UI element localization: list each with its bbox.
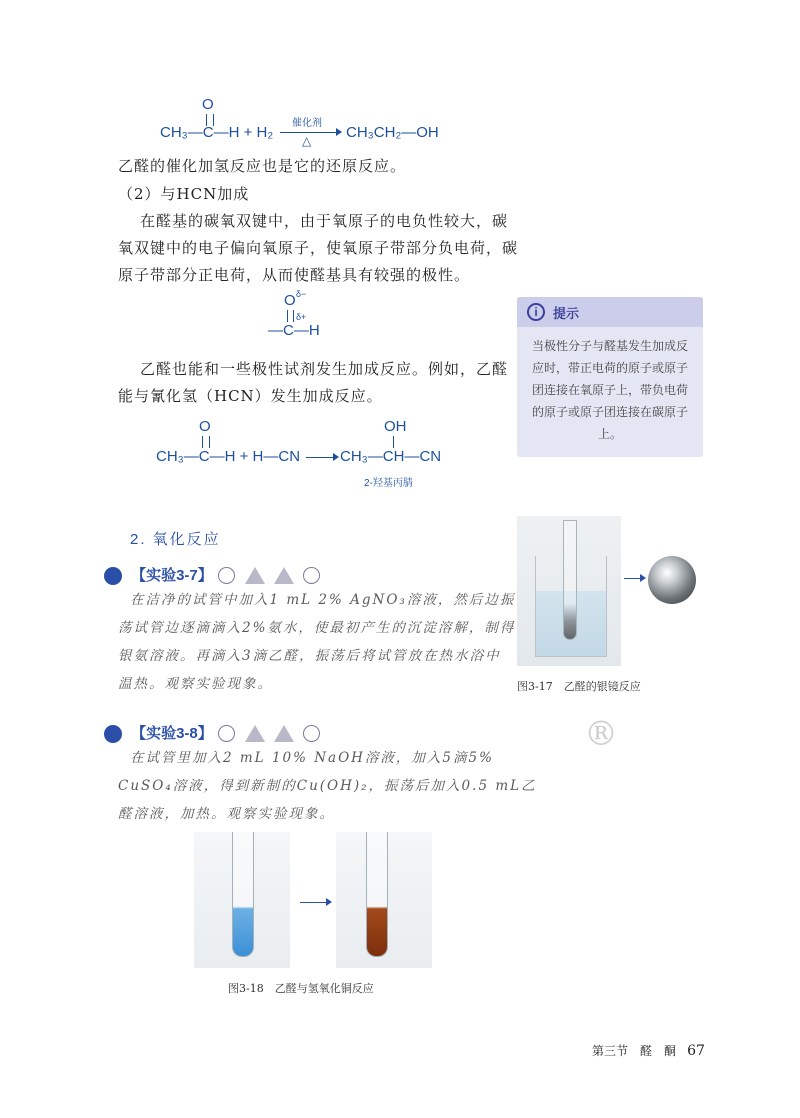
section-heading: 2. 氧化反应 — [130, 531, 221, 548]
heat-warning-icon — [274, 567, 294, 584]
reaction-2-single-bond — [393, 436, 394, 448]
experiment-7-header — [104, 564, 325, 585]
reaction-2-double-bond — [202, 436, 210, 448]
experiment-7-text — [118, 586, 516, 698]
paragraph-addition-1: 乙醛也能和一些极性试剂发生加成反应。例如，乙醛 — [140, 360, 509, 378]
paragraph-polarity-1: 在醛基的碳氧双键中，由于氧原子的电负性较大，碳 — [140, 212, 509, 230]
polar-structure — [264, 289, 344, 344]
reaction-2-arrow — [306, 457, 336, 458]
warning-icon — [245, 567, 265, 584]
experiment-8-label: 【实验3-8】 — [131, 725, 213, 742]
experiment-7-line-1: 在洁净的试管中加入1 mL 2% AgNO₃溶液，然后边振 — [130, 592, 516, 608]
reaction-1-heat: △ — [302, 134, 312, 148]
warning-icon — [245, 725, 265, 742]
figure-3-18-caption: 图3-18 乙醛与氢氧化铜反应 — [228, 982, 374, 995]
wash-hands-icon — [303, 567, 320, 584]
experiment-7-label: 【实验3-7】 — [131, 567, 213, 584]
reaction-2-left: CH₃—C—H + H—CN — [156, 448, 301, 465]
figure-3-17-caption: 图3-17 乙醛的银镜反应 — [517, 680, 641, 693]
experiment-8-text — [118, 744, 537, 828]
test-tube — [563, 520, 577, 640]
reaction-1-catalyst: 催化剂 — [292, 118, 322, 129]
goggles-icon — [218, 567, 235, 584]
experiment-7-line-2: 荡试管边逐滴滴入2%氨水，使最初产生的沉淀溶解，制得 — [118, 620, 516, 636]
reaction-2-oxygen: O — [199, 418, 211, 435]
polar-oxygen: O — [284, 292, 296, 309]
reaction-1-arrowhead — [336, 128, 342, 136]
paragraph-polarity-2: 氧双键中的电子偏向氧原子，使氧原子带部分负电荷，碳 — [118, 239, 519, 257]
experiment-8-header — [104, 722, 325, 743]
delta-minus: δ− — [296, 289, 307, 299]
reaction-1-product: CH₃CH₂—OH — [346, 124, 439, 141]
info-icon: i — [527, 303, 545, 321]
arrow-reaction-head — [326, 898, 332, 906]
reaction-1-reactant: CH₃—C—H + H₂ — [160, 124, 274, 141]
arrow-to-mirror-head — [640, 574, 646, 582]
experiment-8-line-3: 醛溶液，加热。观察实验现象。 — [118, 806, 335, 822]
arrow-reaction — [300, 902, 328, 903]
delta-plus: δ+ — [296, 312, 307, 322]
flask-icon — [104, 725, 122, 743]
paragraph-reduction: 乙醛的催化加氢反应也是它的还原反应。 — [118, 157, 407, 175]
experiment-8-line-2: CuSO₄溶液，得到新制的Cu(OH)₂，振荡后加入0.5 mL乙 — [118, 778, 537, 794]
test-tube-red — [366, 832, 388, 957]
subheading-hcn: （2）与HCN加成 — [118, 185, 250, 203]
test-tube-blue — [232, 832, 254, 957]
reaction-1 — [160, 96, 460, 146]
wash-hands-icon — [303, 725, 320, 742]
figure-3-18-photo-before — [194, 832, 290, 968]
watermark-registered: ® — [584, 714, 618, 754]
heat-warning-icon — [274, 725, 294, 742]
reaction-2-right: CH₃—CH—CN — [340, 448, 442, 465]
reaction-2 — [156, 418, 456, 490]
flask-icon — [104, 567, 122, 585]
polar-carbon: —C—H — [268, 322, 320, 339]
experiment-7-line-3: 银氨溶液。再滴入3滴乙醛，振荡后将试管放在热水浴中 — [118, 648, 501, 664]
reaction-1-arrow — [280, 132, 340, 133]
goggles-icon — [218, 725, 235, 742]
figure-3-17-photo — [517, 516, 621, 666]
paragraph-addition-2: 能与氰化氢（HCN）发生加成反应。 — [118, 387, 383, 405]
experiment-8-line-1: 在试管里加入2 mL 10% NaOH溶液，加入5滴5% — [130, 750, 494, 766]
reaction-2-arrowhead — [333, 453, 339, 461]
tip-title: 提示 — [553, 305, 580, 321]
figure-3-18-photo-after — [336, 832, 432, 968]
silver-mirror-image — [648, 556, 696, 604]
product-name: 2-羟基丙腈 — [364, 478, 413, 489]
reaction-2-oh: OH — [384, 418, 407, 435]
page-number: 67 — [687, 1043, 705, 1059]
footer-section: 第三节 醛 酮 — [592, 1044, 677, 1058]
tip-box — [517, 297, 703, 457]
paragraph-polarity-3: 原子带部分正电荷，从而使醛基具有较强的极性。 — [118, 266, 471, 284]
tip-header — [517, 297, 703, 327]
polar-double-bond — [287, 310, 294, 322]
tip-text: 当极性分子与醛基发生加成反应时，带正电荷的原子或原子团连接在氧原子上，带负电荷的原子或原子团连接在碳原子上。 — [531, 339, 688, 441]
experiment-7-line-4: 温热。观察实验现象。 — [118, 676, 273, 692]
footer — [592, 1040, 705, 1059]
reaction-1-oxygen: O — [202, 96, 214, 113]
